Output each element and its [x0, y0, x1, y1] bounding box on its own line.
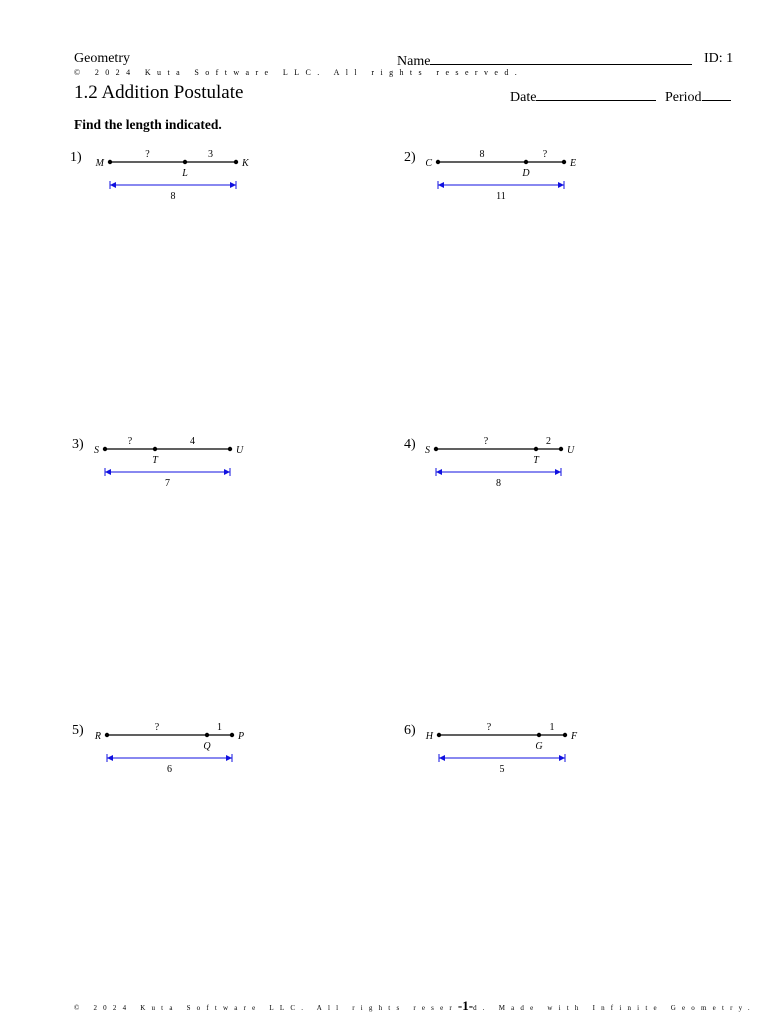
left-segment-length: 8 — [479, 149, 485, 160]
left-point-dot — [436, 160, 440, 164]
dimension-arrow-right — [559, 755, 565, 761]
date-label: Date — [510, 90, 537, 105]
mid-point-dot — [537, 733, 541, 737]
mid-point-label: L — [182, 168, 188, 179]
right-point-label: P — [238, 731, 245, 742]
mid-point-label: T — [152, 455, 158, 466]
name-blank[interactable] — [430, 51, 692, 65]
dimension-arrow-left — [439, 755, 445, 761]
left-segment-length: ? — [154, 722, 160, 733]
total-length: 8 — [496, 478, 501, 489]
right-segment-length: 2 — [546, 436, 551, 447]
right-segment-length: ? — [542, 149, 548, 160]
mid-point-label: T — [533, 455, 539, 466]
left-point-dot — [103, 447, 107, 451]
date-field[interactable] — [510, 87, 656, 106]
dimension-arrow-left — [105, 469, 111, 475]
total-length: 11 — [496, 191, 506, 202]
footer-made-with: d. Made with Infinite Geometry. — [473, 1004, 756, 1012]
right-point-dot — [563, 733, 567, 737]
problem-number: 2) — [404, 150, 416, 165]
dimension-arrow-left — [438, 182, 444, 188]
worksheet-title: 1.2 Addition Postulate — [74, 82, 244, 103]
dimension-arrow-left — [110, 182, 116, 188]
right-point-label: E — [570, 158, 577, 169]
instructions: Find the length indicated. — [74, 117, 222, 132]
mid-point-dot — [205, 733, 209, 737]
left-point-label: H — [425, 731, 433, 742]
date-blank[interactable] — [536, 87, 656, 101]
left-point-label: S — [425, 445, 430, 456]
right-point-dot — [230, 733, 234, 737]
left-point-label: S — [94, 445, 99, 456]
problem-number: 6) — [404, 723, 416, 738]
problem-number: 3) — [72, 437, 84, 452]
left-segment-length: ? — [483, 436, 489, 447]
course-label: Geometry — [74, 51, 130, 66]
right-point-dot — [234, 160, 238, 164]
left-segment-length: ? — [145, 149, 150, 160]
left-point-dot — [434, 447, 438, 451]
right-point-label: K — [242, 158, 249, 169]
right-point-dot — [559, 447, 563, 451]
dimension-arrow-right — [558, 182, 564, 188]
dimension-arrow-right — [226, 755, 232, 761]
mid-point-label: D — [522, 168, 530, 179]
segment-figure — [84, 429, 254, 489]
total-length: 8 — [170, 191, 176, 202]
left-point-label: R — [94, 731, 101, 742]
problem-number: 4) — [404, 437, 416, 452]
total-length: 6 — [167, 764, 172, 775]
right-segment-length: 1 — [217, 722, 222, 733]
dimension-arrow-left — [436, 469, 442, 475]
segment-figure — [418, 142, 588, 202]
id-label: ID: 1 — [704, 51, 734, 66]
dimension-arrow-left — [107, 755, 113, 761]
left-point-dot — [437, 733, 441, 737]
right-point-dot — [228, 447, 232, 451]
left-point-dot — [105, 733, 109, 737]
right-segment-length: 1 — [549, 722, 555, 733]
period-blank[interactable] — [702, 87, 731, 101]
segment-figure — [88, 142, 258, 202]
dimension-arrow-right — [224, 469, 230, 475]
footer — [74, 998, 756, 1014]
segment-figure — [416, 715, 586, 775]
mid-point-label: Q — [203, 741, 211, 752]
problem-number: 5) — [72, 723, 84, 738]
left-segment-length: ? — [486, 722, 492, 733]
right-segment-length: 4 — [190, 436, 195, 447]
right-point-dot — [562, 160, 566, 164]
right-segment-length: 3 — [208, 149, 213, 160]
total-length: 5 — [499, 764, 505, 775]
copyright-notice: © 2024 Kuta Software LLC. All rights reserved. — [74, 68, 524, 77]
left-point-label: C — [425, 158, 432, 169]
mid-point-dot — [153, 447, 157, 451]
footer-copyright: © 2024 Kuta Software LLC. All rights reser — [74, 1004, 458, 1012]
left-point-label: M — [95, 158, 104, 169]
right-point-label: U — [567, 445, 575, 456]
name-label: Name — [397, 54, 431, 69]
segment-figure — [416, 429, 586, 489]
mid-point-dot — [534, 447, 538, 451]
dimension-arrow-right — [555, 469, 561, 475]
dimension-arrow-right — [230, 182, 236, 188]
right-point-label: F — [571, 731, 578, 742]
mid-point-dot — [524, 160, 528, 164]
mid-point-label: G — [535, 741, 543, 752]
page-number: -1- — [457, 998, 474, 1013]
total-length: 7 — [165, 478, 170, 489]
left-point-dot — [108, 160, 112, 164]
left-segment-length: ? — [127, 436, 133, 447]
mid-point-dot — [183, 160, 187, 164]
period-label: Period — [665, 90, 702, 105]
problem-number: 1) — [70, 150, 82, 165]
right-point-label: U — [236, 445, 244, 456]
segment-figure — [84, 715, 254, 775]
period-field[interactable] — [665, 87, 731, 106]
